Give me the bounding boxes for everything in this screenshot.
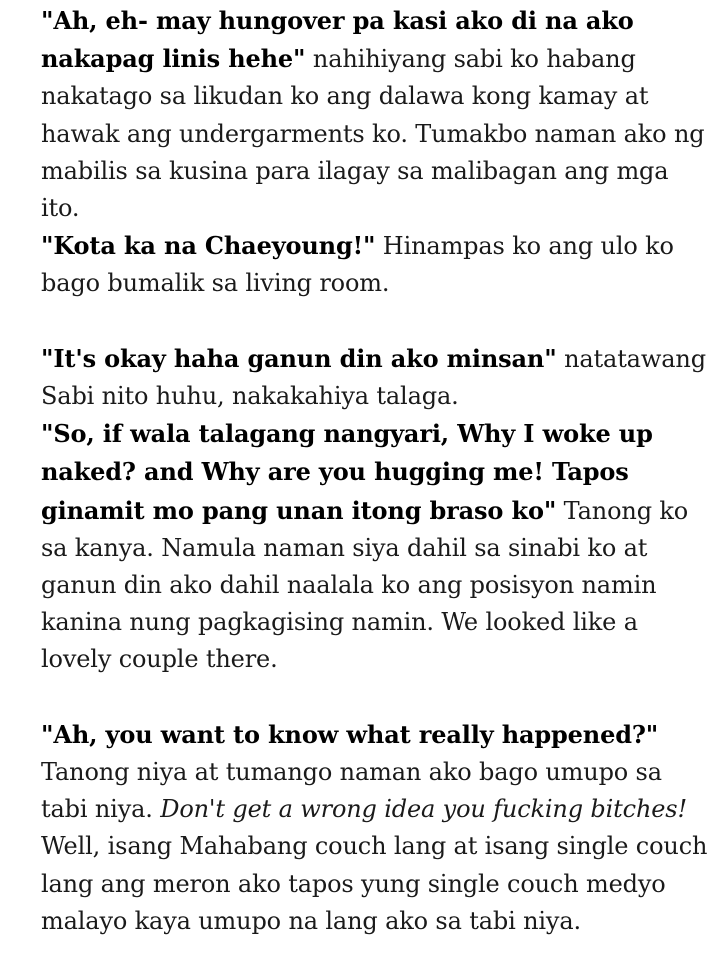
paragraph-spacer: [41, 303, 711, 340]
narration-text: Tanong ko sa kanya. Namula naman siya dahil sa sinabi ko at ganun din ako dahil naalala ko ang posisyon namin kanina nung pagkagising namin. We looked like a lovely couple there.: [41, 496, 689, 674]
narration-text: nahihiyang sabi ko habang nakatago sa likudan ko ang dalawa kong kamay at hawak ang undergarments ko. Tumakbo naman ako ng mabilis sa kusina para ilagay sa malibagan ang mga ito.: [41, 45, 705, 223]
dialogue-text: "Kota ka na Chaeyoung!": [41, 231, 376, 261]
story-paragraph: [41, 227, 711, 302]
narration-text: Well, isang Mahabang couch lang at isang single couch lang ang meron ako tapos yung single couch medyo malayo kaya umupo na lang ako sa tabi niya.: [41, 832, 708, 935]
story-text-page: [41, 2, 711, 940]
narration-text: Tanong niya at tumango naman ako bago umupo sa tabi niya.: [41, 758, 662, 824]
dialogue-text: "Ah, eh- may hungover pa kasi ako di na ako nakapag linis hehe": [41, 6, 634, 74]
story-paragraph: [41, 415, 711, 678]
dialogue-text: "Ah, you want to know what really happened?": [41, 719, 659, 749]
narration-text: natatawang Sabi nito huhu, nakakahiya talaga.: [41, 344, 706, 411]
italic-aside-text: Don't get a wrong idea you fucking bitches!: [160, 795, 687, 824]
paragraph-spacer: [41, 679, 711, 716]
dialogue-text: "So, if wala talagang nangyari, Why I woke up naked? and Why are you hugging me! Tapos ginamit mo pang unan itong braso ko": [41, 419, 653, 525]
story-paragraph: [41, 340, 711, 415]
story-paragraph: [41, 2, 711, 227]
dialogue-text: "It's okay haha ganun din ako minsan": [41, 343, 557, 373]
narration-text: Hinampas ko ang ulo ko bago bumalik sa living room.: [41, 232, 674, 298]
story-paragraph: [41, 716, 711, 940]
